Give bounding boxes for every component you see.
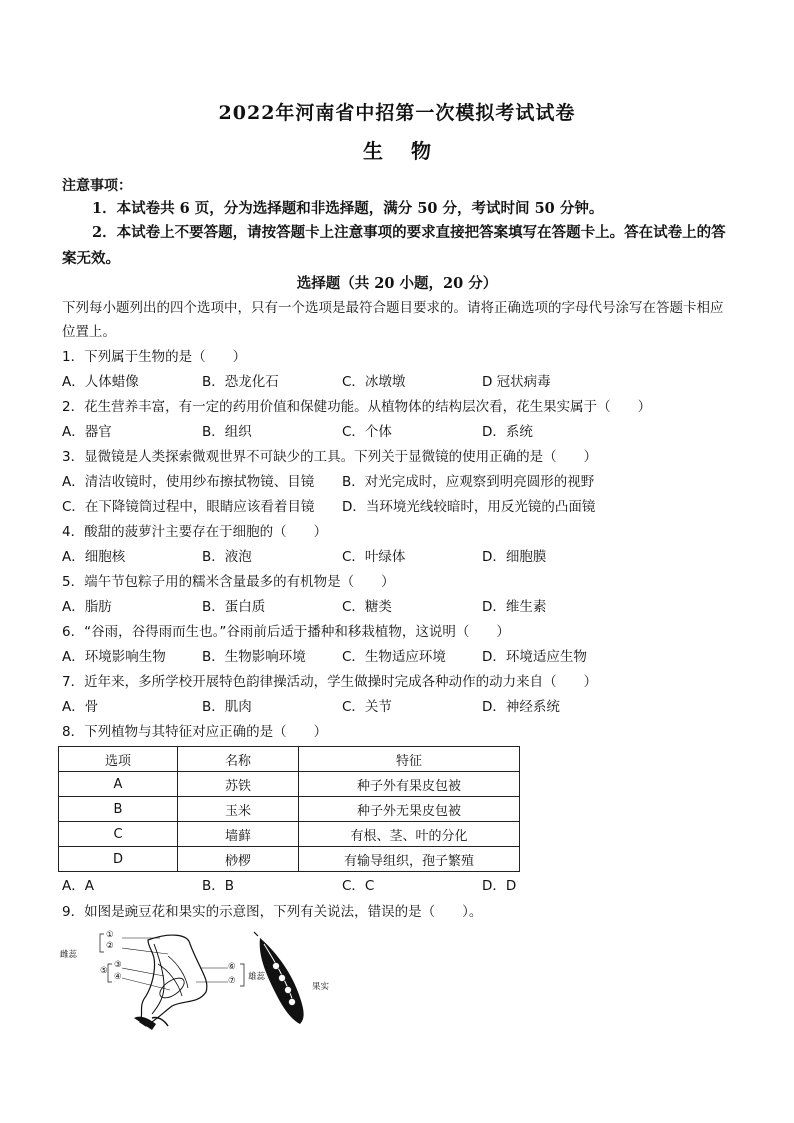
option: D 冠状病毒 (482, 374, 551, 390)
option: D．D (482, 878, 517, 894)
question-2-stem: 2．花生营养丰富，有一定的药用价值和保健功能。从植物体的结构层次看，花生果实属于（ ） (62, 399, 652, 415)
pea-flower-figure (60, 930, 350, 1030)
question-7-options (62, 695, 734, 719)
figure-label-4: ④ (114, 972, 122, 982)
table-header-cell: 特征 (299, 747, 520, 772)
question-2-options (62, 420, 734, 444)
table-row (59, 822, 520, 847)
question-4-stem: 4．酸甜的菠萝汁主要存在于细胞的（ ） (62, 524, 328, 540)
question-8-options (62, 874, 734, 898)
table-cell: 苏铁 (178, 772, 299, 797)
table-cell: 墙藓 (178, 822, 299, 847)
table-row (59, 797, 520, 822)
table-cell: 有输导组织，孢子繁殖 (299, 847, 520, 872)
option: C．生物适应环境 (342, 649, 446, 665)
question-4-options (62, 545, 734, 569)
figure-label-pistil: 雌蕊 (60, 950, 78, 960)
option: C．叶绿体 (342, 549, 406, 565)
option: A．器官 (62, 424, 112, 440)
option: C．在下降镜筒过程中，眼睛应该看着目镜 (62, 499, 315, 515)
option: B．生物影响环境 (202, 649, 306, 665)
option: D．细胞膜 (482, 549, 547, 565)
note-item-2: 2．本试卷上不要答题，请按答题卡上注意事项的要求直接把答案填写在答题卡上。答在试卷上的答案无效。 (62, 224, 726, 267)
table-cell: D (59, 847, 178, 872)
option: C．个体 (342, 424, 392, 440)
subject-char-1: 生 (363, 139, 383, 163)
figure-label-3: ③ (114, 960, 122, 970)
option: C．关节 (342, 699, 392, 715)
option: B．液泡 (202, 549, 252, 565)
question-7-stem: 7．近年来，多所学校开展特色韵律操活动，学生做操时完成各种动作的动力来自（ ） (62, 674, 598, 690)
option: B．蛋白质 (202, 599, 266, 615)
figure-label-5: ⑤ (100, 966, 108, 976)
option: D．维生素 (482, 599, 547, 615)
table-cell: B (59, 797, 178, 822)
option: A．脂肪 (62, 599, 112, 615)
figure-label-2: ② (106, 941, 114, 951)
question-6-stem: 6．“谷雨，谷得雨而生也。”谷雨前后适于播种和移栽植物，这说明（ ） (62, 624, 510, 640)
option: D．神经系统 (482, 699, 560, 715)
option: C．C (342, 878, 375, 894)
exam-title: 2022年河南省中招第一次模拟考试试卷 (218, 102, 576, 124)
question-5-stem: 5．端午节包粽子用的糯米含量最多的有机物是（ ） (62, 574, 395, 590)
figure-label-1: ① (106, 930, 114, 940)
option: D．当环境光线较暗时，用反光镜的凸面镜 (342, 499, 596, 515)
figure-label-7: ⑦ (228, 976, 236, 986)
question-6-options (62, 645, 734, 669)
table-cell: 玉米 (178, 797, 299, 822)
table-header-row (59, 747, 520, 772)
option: A．人体蜡像 (62, 374, 139, 390)
question-1-options (62, 370, 734, 394)
table-header-cell: 名称 (178, 747, 299, 772)
question-9-stem: 9．如图是豌豆花和果实的示意图，下列有关说法，错误的是（ ）。 (62, 904, 483, 920)
option: B．B (202, 878, 235, 894)
table-cell: 种子外无果皮包被 (299, 797, 520, 822)
question-8-stem: 8．下列植物与其特征对应正确的是（ ） (62, 724, 328, 740)
option: C．冰墩墩 (342, 374, 406, 390)
subject-title (0, 135, 794, 164)
option: D．系统 (482, 424, 533, 440)
option: B．组织 (202, 424, 252, 440)
subject-char-2: 物 (411, 139, 431, 163)
option: A．骨 (62, 699, 99, 715)
table-row (59, 772, 520, 797)
option: A．A (62, 878, 94, 894)
figure-label-stamen: 雄蕊 (248, 972, 266, 982)
option: D．环境适应生物 (482, 649, 587, 665)
option: B．恐龙化石 (202, 374, 279, 390)
question-5-options (62, 595, 734, 619)
table-cell: 种子外有果皮包被 (299, 772, 520, 797)
option: B．对光完成时，应观察到明亮圆形的视野 (342, 474, 595, 490)
figure-label-fruit: 果实 (312, 982, 330, 992)
option: A．环境影响生物 (62, 649, 166, 665)
table-cell: C (59, 822, 178, 847)
table-cell: A (59, 772, 178, 797)
notes-heading: 注意事项： (62, 178, 132, 194)
option: C．糖类 (342, 599, 392, 615)
question-3-stem: 3．显微镜是人类探索微观世界不可缺少的工具。下列关于显微镜的使用正确的是（ ） (62, 449, 598, 465)
question-3-options-row-2 (62, 495, 734, 519)
table-cell: 桫椤 (178, 847, 299, 872)
question-3-options-row-1 (62, 470, 734, 494)
table-row (59, 847, 520, 872)
table-header-cell: 选项 (59, 747, 178, 772)
option: B．肌肉 (202, 699, 252, 715)
option: A．清洁收镜时，使用纱布擦拭物镜、目镜 (62, 474, 315, 490)
note-item-1: 1．本试卷共 6 页，分为选择题和非选择题，满分 50 分，考试时间 50 分钟。 (92, 200, 604, 217)
table-cell: 有根、茎、叶的分化 (299, 822, 520, 847)
pea-flower-diagram (60, 930, 350, 1030)
question-8-table (58, 746, 520, 872)
option: A．细胞核 (62, 549, 126, 565)
question-1-stem: 1．下列属于生物的是（ ） (62, 349, 247, 365)
section-heading: 选择题（共 20 小题，20 分） (296, 275, 498, 292)
section-intro: 下列每小题列出的四个选项中，只有一个选项是最符合题目要求的。请将正确选项的字母代号涂写在答题卡相应位置上。 (62, 300, 724, 340)
figure-label-6: ⑥ (228, 962, 236, 972)
